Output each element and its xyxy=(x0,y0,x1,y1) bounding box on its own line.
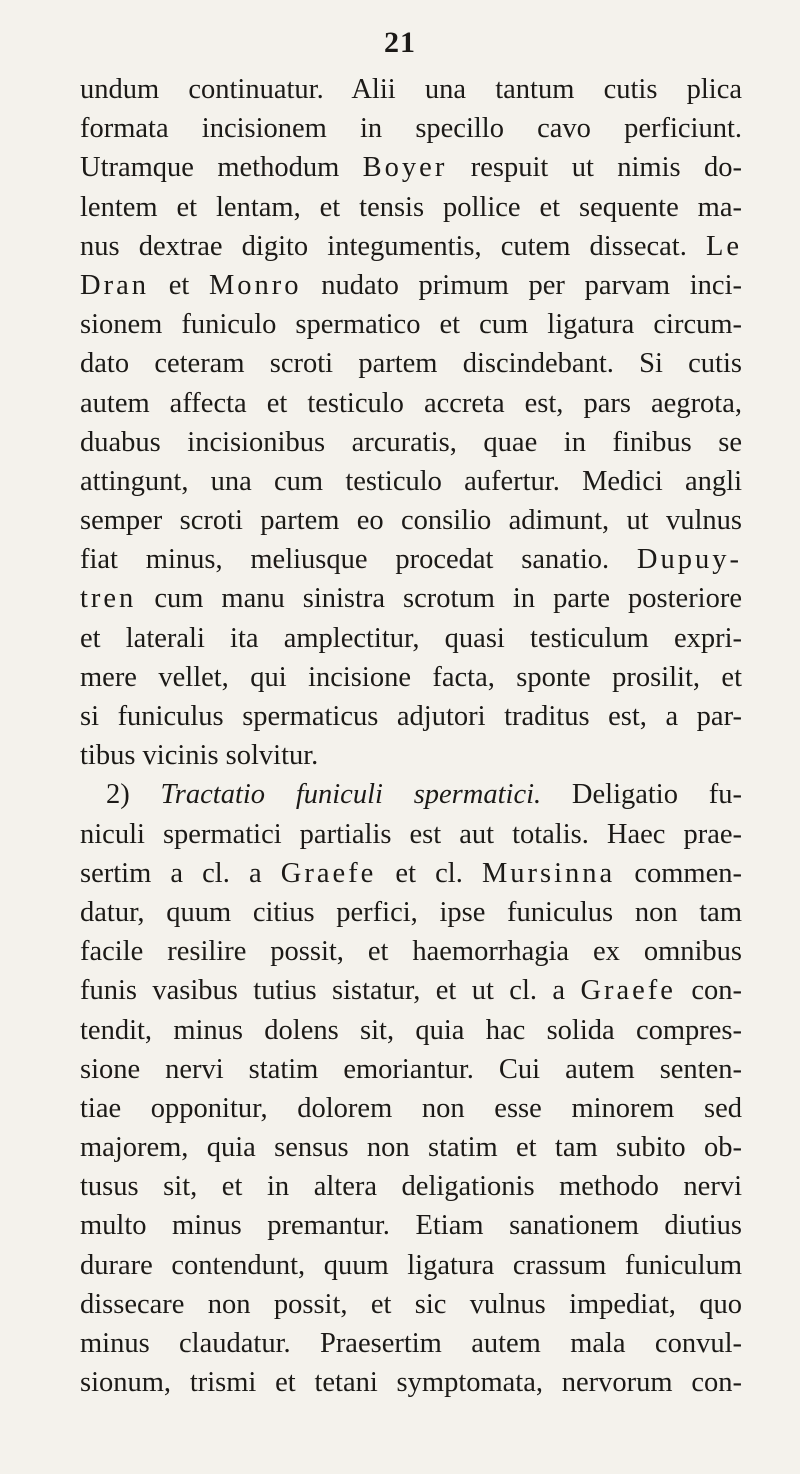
text-line xyxy=(80,932,742,971)
text-segment: commen- xyxy=(615,857,742,889)
text-segment: Deligatio fu- xyxy=(541,779,742,811)
text-line xyxy=(80,854,742,893)
text-line xyxy=(80,658,742,697)
text-line xyxy=(80,1324,742,1363)
text-segment: datur, quum citius perfici, ipse funiculus non tam xyxy=(80,896,742,928)
text-segment: facile resilire possit, et haemorrhagia ex omnibus xyxy=(80,936,742,968)
text-line xyxy=(80,579,742,618)
text-line xyxy=(80,1206,742,1245)
text-segment: tendit, minus dolens sit, quia hac solida compres- xyxy=(80,1014,742,1046)
text-line xyxy=(80,1363,742,1402)
text-segment: multo minus premantur. Etiam sanationem diutius xyxy=(80,1210,742,1242)
text-line xyxy=(80,1050,742,1089)
text-segment: majorem, quia sensus non statim et tam subito ob- xyxy=(80,1132,742,1164)
spaced-name: Graefe xyxy=(580,975,676,1007)
text-segment: et xyxy=(148,269,209,301)
text-line xyxy=(80,109,742,148)
text-line xyxy=(80,815,742,854)
text-segment: con- xyxy=(675,975,742,1007)
text-segment: fiat minus, meliusque procedat sanatio. xyxy=(80,544,637,576)
text-segment: si funiculus spermaticus adjutori traditus est, a par- xyxy=(80,701,742,732)
text-line xyxy=(80,1167,742,1206)
text-line xyxy=(80,1011,742,1050)
text-segment: dissecare non possit, et sic vulnus impediat, quo xyxy=(80,1288,742,1320)
text-segment: mere vellet, qui incisione facta, sponte prosilit, et xyxy=(80,661,742,693)
text-segment: autem affecta et testiculo accreta est, pars aegrota, xyxy=(80,387,742,419)
text-line xyxy=(80,775,742,814)
text-segment: durare contendunt, quum ligatura crassum funiculum xyxy=(80,1249,742,1281)
text-segment: niculi spermatici partialis est aut totalis. Haec prae- xyxy=(80,818,742,850)
spaced-name: Graefe xyxy=(280,857,377,889)
text-line xyxy=(80,619,742,658)
text-segment: et cl. xyxy=(376,857,482,889)
text-line xyxy=(80,344,742,383)
text-line xyxy=(80,697,742,736)
spaced-name: Le xyxy=(705,230,742,262)
text-segment: sionum, trismi et tetani symptomata, nervorum con- xyxy=(80,1367,742,1399)
text-segment: 2) xyxy=(106,779,161,811)
spaced-name: Monro xyxy=(208,269,302,301)
spaced-name: Dupuy- xyxy=(636,544,742,576)
text-line xyxy=(80,1089,742,1128)
text-line xyxy=(80,266,742,305)
text-segment: sertim a cl. a xyxy=(80,857,281,889)
body-text xyxy=(80,70,742,1402)
text-segment: Utramque methodum xyxy=(80,152,363,184)
text-segment: respuit ut nimis do- xyxy=(447,152,742,184)
text-segment: lentem et lentam, et tensis pollice et sequente ma- xyxy=(80,191,742,223)
text-line xyxy=(80,384,742,423)
text-line xyxy=(80,501,742,540)
text-segment: nudato primum per parvam inci- xyxy=(301,269,742,301)
text-line xyxy=(80,462,742,501)
text-segment: tiae opponitur, dolorem non esse minorem sed xyxy=(80,1092,742,1124)
text-line xyxy=(80,1285,742,1324)
text-segment: minus claudatur. Praesertim autem mala convul- xyxy=(80,1328,742,1359)
text-line xyxy=(80,736,742,775)
spaced-name: tren xyxy=(80,583,137,615)
text-line xyxy=(80,893,742,932)
spaced-name: Dran xyxy=(80,269,149,301)
text-line xyxy=(80,1128,742,1167)
text-line xyxy=(80,227,742,266)
text-segment: sionem funiculo spermatico et cum ligatura circum- xyxy=(80,309,742,341)
text-segment: duabus incisionibus arcuratis, quae in finibus se xyxy=(80,426,742,458)
text-line xyxy=(80,540,742,579)
text-segment: tusus sit, et in altera deligationis methodo nervi xyxy=(80,1171,742,1203)
text-segment: semper scroti partem eo consilio adimunt, ut vulnus xyxy=(80,505,742,537)
text-segment: sione nervi statim emoriantur. Cui autem senten- xyxy=(80,1053,742,1085)
text-segment: nus dextrae digito integumentis, cutem dissecat. xyxy=(80,230,706,262)
spaced-name: Mursinna xyxy=(481,857,616,889)
text-line xyxy=(80,148,742,187)
text-segment: dato ceteram scroti partem discindebant. Si cutis xyxy=(80,348,742,380)
text-segment: formata incisionem in specillo cavo perficiunt. xyxy=(80,113,742,145)
page-number: 21 xyxy=(384,26,416,59)
text-line xyxy=(80,188,742,227)
text-segment: attingunt, una cum testiculo aufertur. Medici angli xyxy=(80,465,742,497)
text-line xyxy=(80,1246,742,1285)
italic-heading: Tractatio funiculi spermatici. xyxy=(160,779,542,811)
text-line xyxy=(80,423,742,462)
text-segment: funis vasibus tutius sistatur, et ut cl. a xyxy=(80,975,581,1007)
text-segment: et laterali ita amplectitur, quasi testiculum expri- xyxy=(80,622,742,654)
text-line xyxy=(80,305,742,344)
text-line xyxy=(80,971,742,1010)
text-segment: undum continuatur. Alii una tantum cutis plica xyxy=(80,74,742,105)
text-line xyxy=(80,70,742,109)
text-segment: cum manu sinistra scrotum in parte posteriore xyxy=(136,583,742,615)
text-segment: tibus vicinis solvitur. xyxy=(80,740,319,772)
spaced-name: Boyer xyxy=(362,152,448,184)
